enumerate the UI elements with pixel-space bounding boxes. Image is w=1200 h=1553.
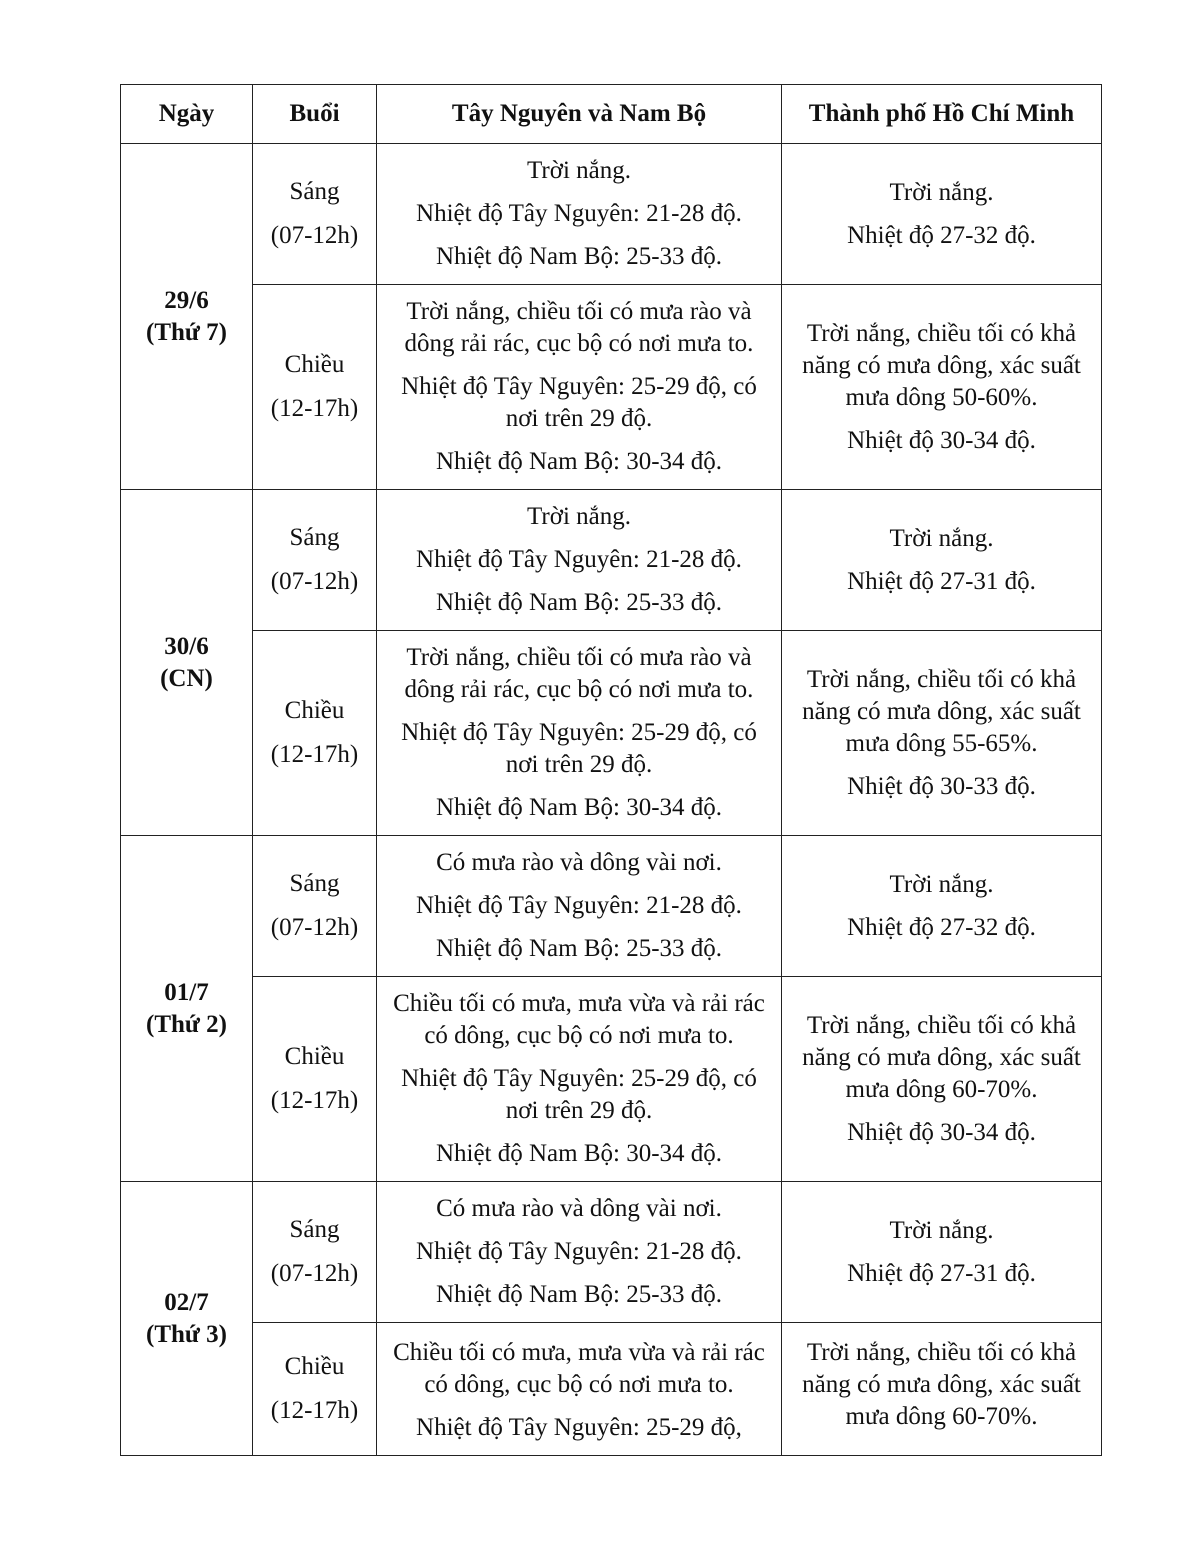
city-forecast-cell bbox=[782, 836, 1102, 977]
day-cell bbox=[121, 836, 253, 1182]
city-forecast-cell bbox=[782, 285, 1102, 490]
day-date: 29/6 bbox=[164, 286, 209, 314]
day-weekday: (Thứ 2) bbox=[146, 1010, 227, 1038]
session-hours: (07-12h) bbox=[270, 914, 359, 941]
region-forecast-cell bbox=[377, 631, 782, 836]
region-forecast-cell bbox=[377, 836, 782, 977]
table-row bbox=[121, 285, 1102, 490]
session-hours: (07-12h) bbox=[270, 222, 359, 249]
city-line: Nhiệt độ 30-34 độ. bbox=[847, 426, 1036, 454]
day-date: 01/7 bbox=[164, 978, 209, 1006]
table-row bbox=[121, 836, 1102, 977]
city-line: Trời nắng. bbox=[889, 178, 994, 206]
day-cell bbox=[121, 1182, 253, 1456]
session-cell bbox=[253, 977, 377, 1182]
region-line: Nhiệt độ Tây Nguyên: 21-28 độ. bbox=[416, 892, 742, 919]
session-cell bbox=[253, 631, 377, 836]
region-forecast-cell bbox=[377, 490, 782, 631]
day-date: 02/7 bbox=[164, 1288, 209, 1316]
region-line: Nhiệt độ Tây Nguyên: 21-28 độ. bbox=[416, 546, 742, 573]
session-hours: (07-12h) bbox=[270, 568, 359, 595]
session-hours: (12-17h) bbox=[270, 395, 359, 422]
city-line: Nhiệt độ 30-33 độ. bbox=[847, 772, 1036, 800]
city-line: Trời nắng, chiều tối có khả năng có mưa dông, xác suất mưa dông 55-65%. bbox=[802, 665, 1081, 757]
region-line: Nhiệt độ Tây Nguyên: 25-29 độ, có nơi trên 29 độ. bbox=[401, 1065, 757, 1124]
day-cell bbox=[121, 144, 253, 490]
city-line: Nhiệt độ 27-32 độ. bbox=[847, 913, 1036, 941]
city-line: Nhiệt độ 30-34 độ. bbox=[847, 1118, 1036, 1146]
session-cell bbox=[253, 1182, 377, 1323]
region-line: Chiều tối có mưa, mưa vừa và rải rác có dông, cục bộ có nơi mưa to. bbox=[393, 990, 765, 1049]
city-line: Trời nắng. bbox=[889, 1216, 994, 1244]
header-row bbox=[121, 85, 1102, 144]
city-line: Trời nắng, chiều tối có khả năng có mưa dông, xác suất mưa dông 60-70%. bbox=[802, 1339, 1081, 1430]
city-line: Trời nắng. bbox=[889, 524, 994, 552]
region-line: Nhiệt độ Nam Bộ: 30-34 độ. bbox=[435, 1140, 723, 1167]
table-row bbox=[121, 977, 1102, 1182]
region-forecast-cell bbox=[377, 977, 782, 1182]
session-label: Chiều bbox=[284, 1353, 345, 1380]
session-hours: (07-12h) bbox=[270, 1260, 359, 1287]
city-forecast-cell bbox=[782, 1182, 1102, 1323]
city-forecast-cell bbox=[782, 631, 1102, 836]
city-line: Nhiệt độ 27-31 độ. bbox=[847, 1259, 1036, 1287]
session-hours: (12-17h) bbox=[270, 741, 359, 768]
table-row bbox=[121, 1182, 1102, 1323]
day-weekday: (Thứ 3) bbox=[146, 1320, 227, 1348]
region-line: Nhiệt độ Tây Nguyên: 25-29 độ, bbox=[416, 1414, 742, 1441]
region-line: Trời nắng, chiều tối có mưa rào và dông rải rác, cục bộ có nơi mưa to. bbox=[404, 644, 754, 703]
table-row bbox=[121, 631, 1102, 836]
region-forecast-cell bbox=[377, 1182, 782, 1323]
city-line: Nhiệt độ 27-31 độ. bbox=[847, 567, 1036, 595]
city-forecast-cell bbox=[782, 977, 1102, 1182]
table-row bbox=[121, 1323, 1102, 1456]
region-forecast-cell bbox=[377, 285, 782, 490]
region-line: Nhiệt độ Nam Bộ: 30-34 độ. bbox=[435, 448, 723, 475]
region-line: Nhiệt độ Nam Bộ: 25-33 độ. bbox=[435, 243, 723, 270]
region-line: Trời nắng, chiều tối có mưa rào và dông rải rác, cục bộ có nơi mưa to. bbox=[404, 298, 754, 357]
session-label: Chiều bbox=[284, 1043, 345, 1070]
header-city: Thành phố Hồ Chí Minh bbox=[782, 85, 1102, 144]
city-forecast-cell bbox=[782, 490, 1102, 631]
region-line: Nhiệt độ Nam Bộ: 25-33 độ. bbox=[435, 1281, 723, 1308]
region-line: Nhiệt độ Tây Nguyên: 25-29 độ, có nơi trên 29 độ. bbox=[401, 373, 757, 432]
session-cell bbox=[253, 836, 377, 977]
region-line: Nhiệt độ Tây Nguyên: 21-28 độ. bbox=[416, 1238, 742, 1265]
region-forecast-cell bbox=[377, 144, 782, 285]
region-line: Trời nắng. bbox=[527, 503, 631, 530]
session-hours: (12-17h) bbox=[270, 1397, 359, 1424]
session-label: Sáng bbox=[289, 524, 340, 551]
region-line: Nhiệt độ Nam Bộ: 25-33 độ. bbox=[435, 589, 723, 616]
region-line: Nhiệt độ Nam Bộ: 30-34 độ. bbox=[435, 794, 723, 821]
header-day: Ngày bbox=[121, 85, 253, 144]
city-line: Nhiệt độ 27-32 độ. bbox=[847, 221, 1036, 249]
session-hours: (12-17h) bbox=[270, 1087, 359, 1114]
session-label: Sáng bbox=[289, 870, 340, 897]
region-line: Nhiệt độ Tây Nguyên: 21-28 độ. bbox=[416, 200, 742, 227]
day-cell bbox=[121, 490, 253, 836]
region-line: Nhiệt độ Nam Bộ: 25-33 độ. bbox=[435, 935, 723, 962]
table-row bbox=[121, 490, 1102, 631]
session-cell bbox=[253, 490, 377, 631]
city-line: Trời nắng, chiều tối có khả năng có mưa dông, xác suất mưa dông 60-70%. bbox=[802, 1011, 1081, 1103]
region-line: Nhiệt độ Tây Nguyên: 25-29 độ, có nơi trên 29 độ. bbox=[401, 719, 757, 778]
session-cell bbox=[253, 144, 377, 285]
region-line: Có mưa rào và dông vài nơi. bbox=[436, 849, 722, 876]
region-forecast-cell bbox=[377, 1323, 782, 1456]
day-date: 30/6 bbox=[164, 632, 209, 660]
forecast-table bbox=[120, 84, 1102, 1456]
header-region: Tây Nguyên và Nam Bộ bbox=[377, 85, 782, 144]
session-label: Chiều bbox=[284, 697, 345, 724]
region-line: Chiều tối có mưa, mưa vừa và rải rác có dông, cục bộ có nơi mưa to. bbox=[393, 1339, 765, 1398]
session-cell bbox=[253, 1323, 377, 1456]
table-row bbox=[121, 144, 1102, 285]
city-line: Trời nắng. bbox=[889, 870, 994, 898]
region-line: Trời nắng. bbox=[527, 157, 631, 184]
session-cell bbox=[253, 285, 377, 490]
city-forecast-cell bbox=[782, 1323, 1102, 1456]
session-label: Sáng bbox=[289, 178, 340, 205]
session-label: Chiều bbox=[284, 351, 345, 378]
city-line: Trời nắng, chiều tối có khả năng có mưa dông, xác suất mưa dông 50-60%. bbox=[802, 319, 1081, 411]
city-forecast-cell bbox=[782, 144, 1102, 285]
day-weekday: (Thứ 7) bbox=[146, 318, 227, 346]
day-weekday: (CN) bbox=[160, 664, 213, 692]
region-line: Có mưa rào và dông vài nơi. bbox=[436, 1195, 722, 1222]
session-label: Sáng bbox=[289, 1216, 340, 1243]
header-session: Buổi bbox=[253, 85, 377, 144]
